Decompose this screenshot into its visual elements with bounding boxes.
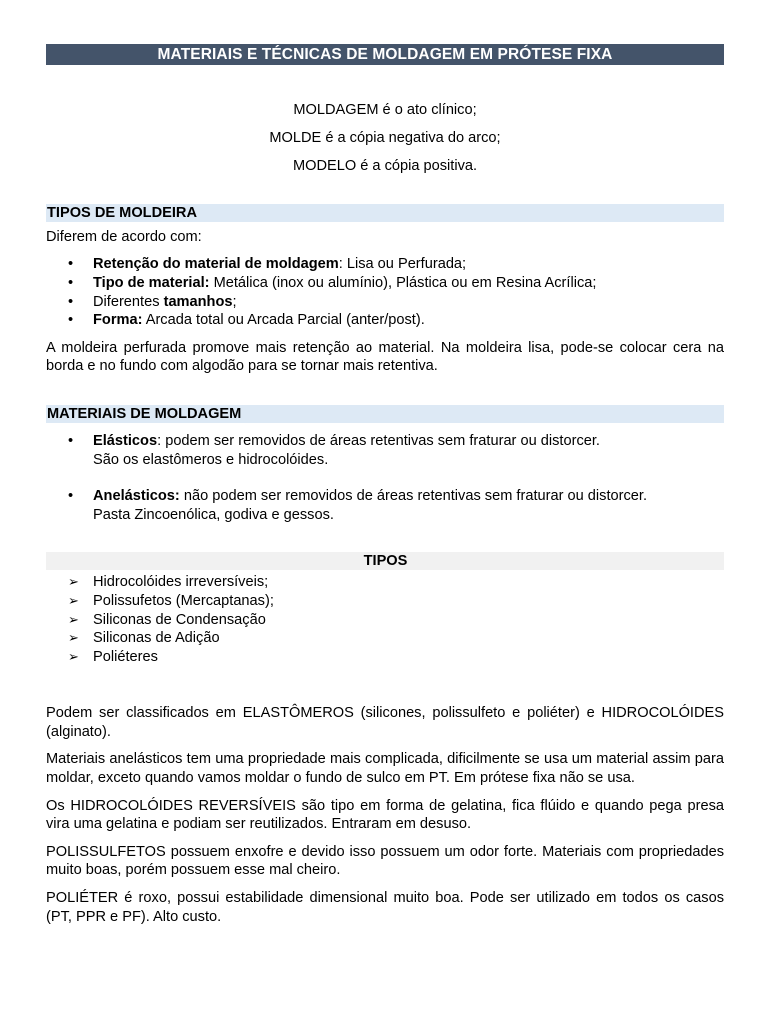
tipos-list [46, 573, 724, 666]
body-paragraph: Podem ser classificados em ELASTÔMEROS (silicones, polissulfeto e poliéter) e HIDROCOLÓIDES (alginato). [46, 705, 724, 740]
body-paragraph: POLIÉTER é roxo, possui estabilidade dimensional muito boa. Pode ser utilizado em todos os casos (PT, PPR e PF). Alto custo. [46, 890, 724, 925]
intro-line: MOLDE é a cópia negativa do arco; [269, 130, 501, 147]
list-item: ➢ Polissufetos (Mercaptanas); [68, 592, 274, 609]
body-paragraph: POLISSULFETOS possuem enxofre e devido isso possuem um odor forte. Materiais com propriedades muito boas, porém possuem esse mal cheiro. [46, 843, 724, 879]
list-item: ➢ Hidrocolóides irreversíveis; [68, 574, 269, 591]
arrow-bullet-icon: ➢ [68, 592, 79, 608]
list-item: • Anelásticos: não podem ser removidos de áreas retentivas sem fraturar ou distorcer. Pasta Zincoenólica, godiva e gessos. [46, 487, 724, 524]
document-page [46, 44, 724, 926]
arrow-bullet-icon: ➢ [68, 611, 79, 627]
list-item: ➢ Poliéteres [68, 648, 158, 665]
list-item: • Forma: Arcada total ou Arcada Parcial (anter/post). [46, 311, 724, 330]
materiais-list [46, 432, 724, 524]
body-paragraph: Materiais anelásticos tem uma propriedade mais complicada, dificilmente se usa um material assim para moldar, exceto quando vamos moldar o fundo de sulco em PT. Em prótese fixa não se usa. [46, 751, 724, 787]
section-heading-tipos: TIPOS [46, 552, 724, 570]
document-title: MATERIAIS E TÉCNICAS DE MOLDAGEM EM PRÓTESE FIXA [46, 44, 724, 65]
section-heading-tipos-moldeira: TIPOS DE MOLDEIRA [46, 204, 724, 222]
moldeira-list [46, 255, 724, 329]
intro-line: MOLDAGEM é o ato clínico; [293, 102, 477, 118]
list-item: ➢ Siliconas de Adição [68, 630, 220, 647]
intro-definitions [46, 101, 724, 176]
moldeira-lead: Diferem de acordo com: [46, 228, 202, 245]
list-item: ➢ Siliconas de Condensação [68, 611, 266, 628]
arrow-bullet-icon: ➢ [68, 574, 79, 590]
list-item: • Diferentes tamanhos; [46, 293, 724, 312]
list-item: • Elásticos: podem ser removidos de áreas retentivas sem fraturar ou distorcer. São os elastômeros e hidrocolóides. [46, 432, 724, 469]
list-item: • Retenção do material de moldagem: Lisa ou Perfurada; [46, 255, 724, 274]
list-item: • Tipo de material: Metálica (inox ou alumínio), Plástica ou em Resina Acrílica; [46, 274, 724, 293]
body-paragraph: Os HIDROCOLÓIDES REVERSÍVEIS são tipo em forma de gelatina, fica flúido e quando pega presa vira uma gelatina e podiam ser reutilizados. Entraram em desuso. [46, 797, 724, 833]
section-heading-materiais-moldagem: MATERIAIS DE MOLDAGEM [46, 405, 724, 423]
arrow-bullet-icon: ➢ [68, 630, 79, 646]
moldeira-paragraph: A moldeira perfurada promove mais retenção ao material. Na moldeira lisa, pode-se colocar cera na borda e no fundo com algodão para se tornar mais retentiva. [46, 339, 724, 375]
arrow-bullet-icon: ➢ [68, 648, 79, 664]
intro-line: MODELO é a cópia positiva. [292, 158, 478, 175]
